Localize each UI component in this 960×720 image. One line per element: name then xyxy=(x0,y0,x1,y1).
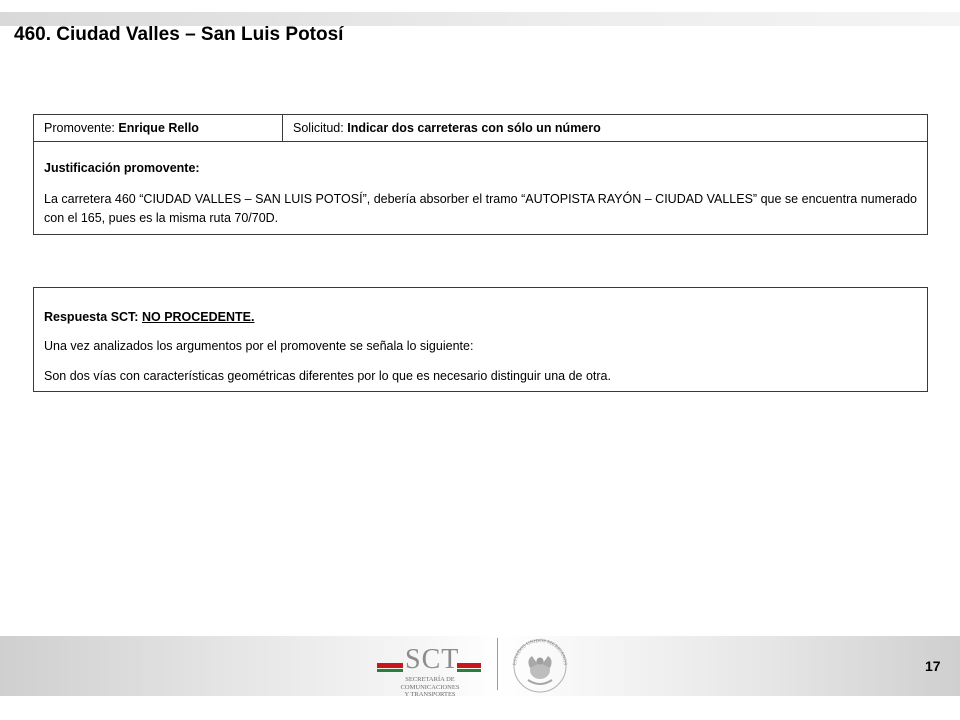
justification-cell xyxy=(34,142,928,235)
promovente-cell xyxy=(34,115,283,142)
response-verdict: NO PROCEDENTE. xyxy=(141,310,255,324)
response-table xyxy=(33,287,928,392)
justification-heading: Justificación promovente: xyxy=(44,161,200,175)
solicitud-label: Solicitud: xyxy=(293,121,344,135)
promovente-label: Promovente: xyxy=(44,121,115,135)
solicitud-cell xyxy=(283,115,928,142)
request-table xyxy=(33,114,928,235)
response-label: Respuesta SCT: xyxy=(44,310,139,324)
sct-logo-subtitle: SECRETARÍA DE COMUNICACIONES Y TRANSPORTES xyxy=(400,676,460,698)
request-header-row xyxy=(34,115,928,142)
response-cell xyxy=(34,288,928,392)
justification-text: La carretera 460 “CIUDAD VALLES – SAN LUIS POTOSÍ”, debería absorber el tramo “AUTOPISTA RAYÓN – CIUDAD VALLES” que se encuentra numerado con el 165, pues es la misma ruta 70/70D. xyxy=(44,192,917,225)
seal-text: ESTADOS UNIDOS MEXICANOS xyxy=(512,638,568,666)
footer-divider xyxy=(497,638,498,690)
response-paragraph-2: Son dos vías con características geométricas diferentes por lo que es necesario distinguir una de otra. xyxy=(44,369,611,383)
sct-logo-text: SCT xyxy=(405,644,460,675)
response-paragraph-1: Una vez analizados los argumentos por el promovente se señala lo siguiente: xyxy=(44,339,474,353)
slide-title: 460. Ciudad Valles – San Luis Potosí xyxy=(14,24,344,45)
justification-row xyxy=(34,142,928,235)
response-row xyxy=(34,288,928,392)
mexico-coat-of-arms-icon xyxy=(508,634,572,698)
response-heading xyxy=(44,288,917,324)
page-number: 17 xyxy=(925,658,941,674)
solicitud-value: Indicar dos carreteras con sólo un número xyxy=(347,121,601,135)
promovente-value: Enrique Rello xyxy=(118,121,199,135)
